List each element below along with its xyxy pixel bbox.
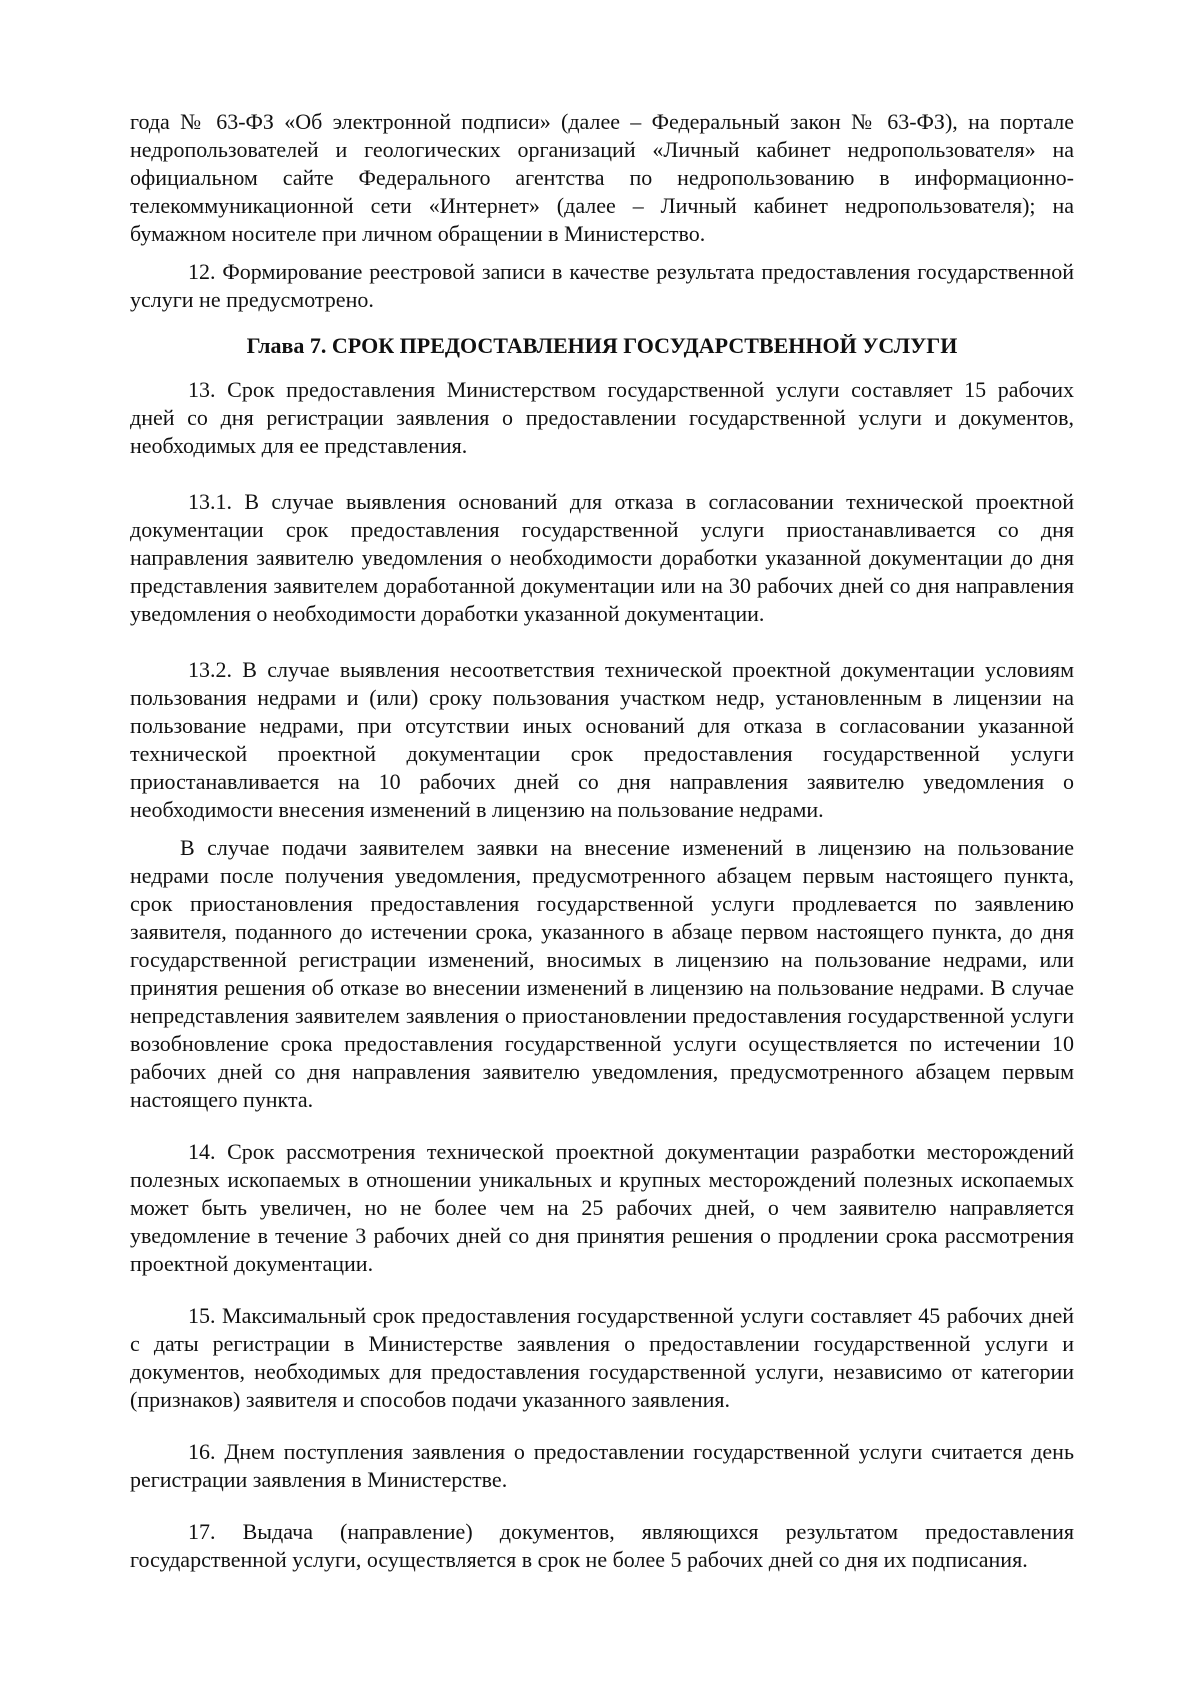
paragraph-13-1: 13.1. В случае выявления оснований для отказа в согласовании технической проектной документации срок предоставления государственной услуги приостанавливается со дня направления заявителю уведомления о необходимости доработки указанной документации до дня представления заявителем доработанной документации или на 30 рабочих дней со дня направления уведомления о необходимости доработки указанной документации.	[130, 489, 1074, 626]
paragraph-14: 14. Срок рассмотрения технической проектной документации разработки месторождений полезных ископаемых в отношении уникальных и крупных месторождений полезных ископаемых может быть увеличен, но не более чем на 25 рабочих дней, о чем заявителю направляется уведомление в течение 3 рабочих дней со дня принятия решения о продлении срока рассмотрения проектной документации.	[130, 1139, 1074, 1276]
paragraph-13-2-second: В случае подачи заявителем заявки на внесение изменений в лицензию на пользование недрами после получения уведомления, предусмотренного абзацем первым настоящего пункта, срок приостановления предоставления государственной услуги продлевается по заявлению заявителя, поданного до истечении срока, указанного в абзаце первом настоящего пункта, до дня государственной регистрации изменений, вносимых в лицензию на пользование недрами, или принятия решения об отказе во внесении изменений в лицензию на пользование недрами. В случае непредставления заявителем заявления о приостановлении предоставления государственной услуги возобновление срока предоставления государственной услуги осуществляется по истечении 10 рабочих дней со дня направления заявителю уведомления, предусмотренного абзацем первым настоящего пункта.	[130, 835, 1074, 1112]
paragraph-continuation: года № 63-ФЗ «Об электронной подписи» (далее – Федеральный закон № 63-ФЗ), на портале недропользователей и геологических организаций «Личный кабинет недропользователя» на официальном сайте Федерального агентства по недропользованию в информационно-телекоммуникационной сети «Интернет» (далее – Личный кабинет недропользователя); на бумажном носителе при личном обращении в Министерство.	[130, 109, 1074, 246]
paragraph-15: 15. Максимальный срок предоставления государственной услуги составляет 45 рабочих дней с даты регистрации в Министерстве заявления о предоставлении государственной услуги и документов, необходимых для предоставления государственной услуги, независимо от категории (признаков) заявителя и способов подачи указанного заявления.	[130, 1303, 1074, 1412]
paragraph-13: 13. Срок предоставления Министерством государственной услуги составляет 15 рабочих дней со дня регистрации заявления о предоставлении государственной услуги и документов, необходимых для ее представления.	[130, 377, 1074, 458]
paragraph-12: 12. Формирование реестровой записи в качестве результата предоставления государственной услуги не предусмотрено.	[130, 259, 1074, 312]
paragraph-13-2: 13.2. В случае выявления несоответствия технической проектной документации условиям пользования недрами и (или) сроку пользования участком недр, установленным в лицензии на пользование недрами, при отсутствии иных оснований для отказа в согласовании указанной технической проектной документации срок предоставления государственной услуги приостанавливается на 10 рабочих дней со дня направления заявителю уведомления о необходимости внесения изменений в лицензию на пользование недрами.	[130, 657, 1074, 822]
chapter-heading: Глава 7. СРОК ПРЕДОСТАВЛЕНИЯ ГОСУДАРСТВЕННОЙ УСЛУГИ	[246, 333, 958, 358]
paragraph-16: 16. Днем поступления заявления о предоставлении государственной услуги считается день регистрации заявления в Министерстве.	[130, 1439, 1074, 1492]
document-page	[130, 108, 1074, 1574]
paragraph-17: 17. Выдача (направление) документов, являющихся результатом предоставления государственной услуги, осуществляется в срок не более 5 рабочих дней со дня их подписания.	[130, 1519, 1074, 1572]
